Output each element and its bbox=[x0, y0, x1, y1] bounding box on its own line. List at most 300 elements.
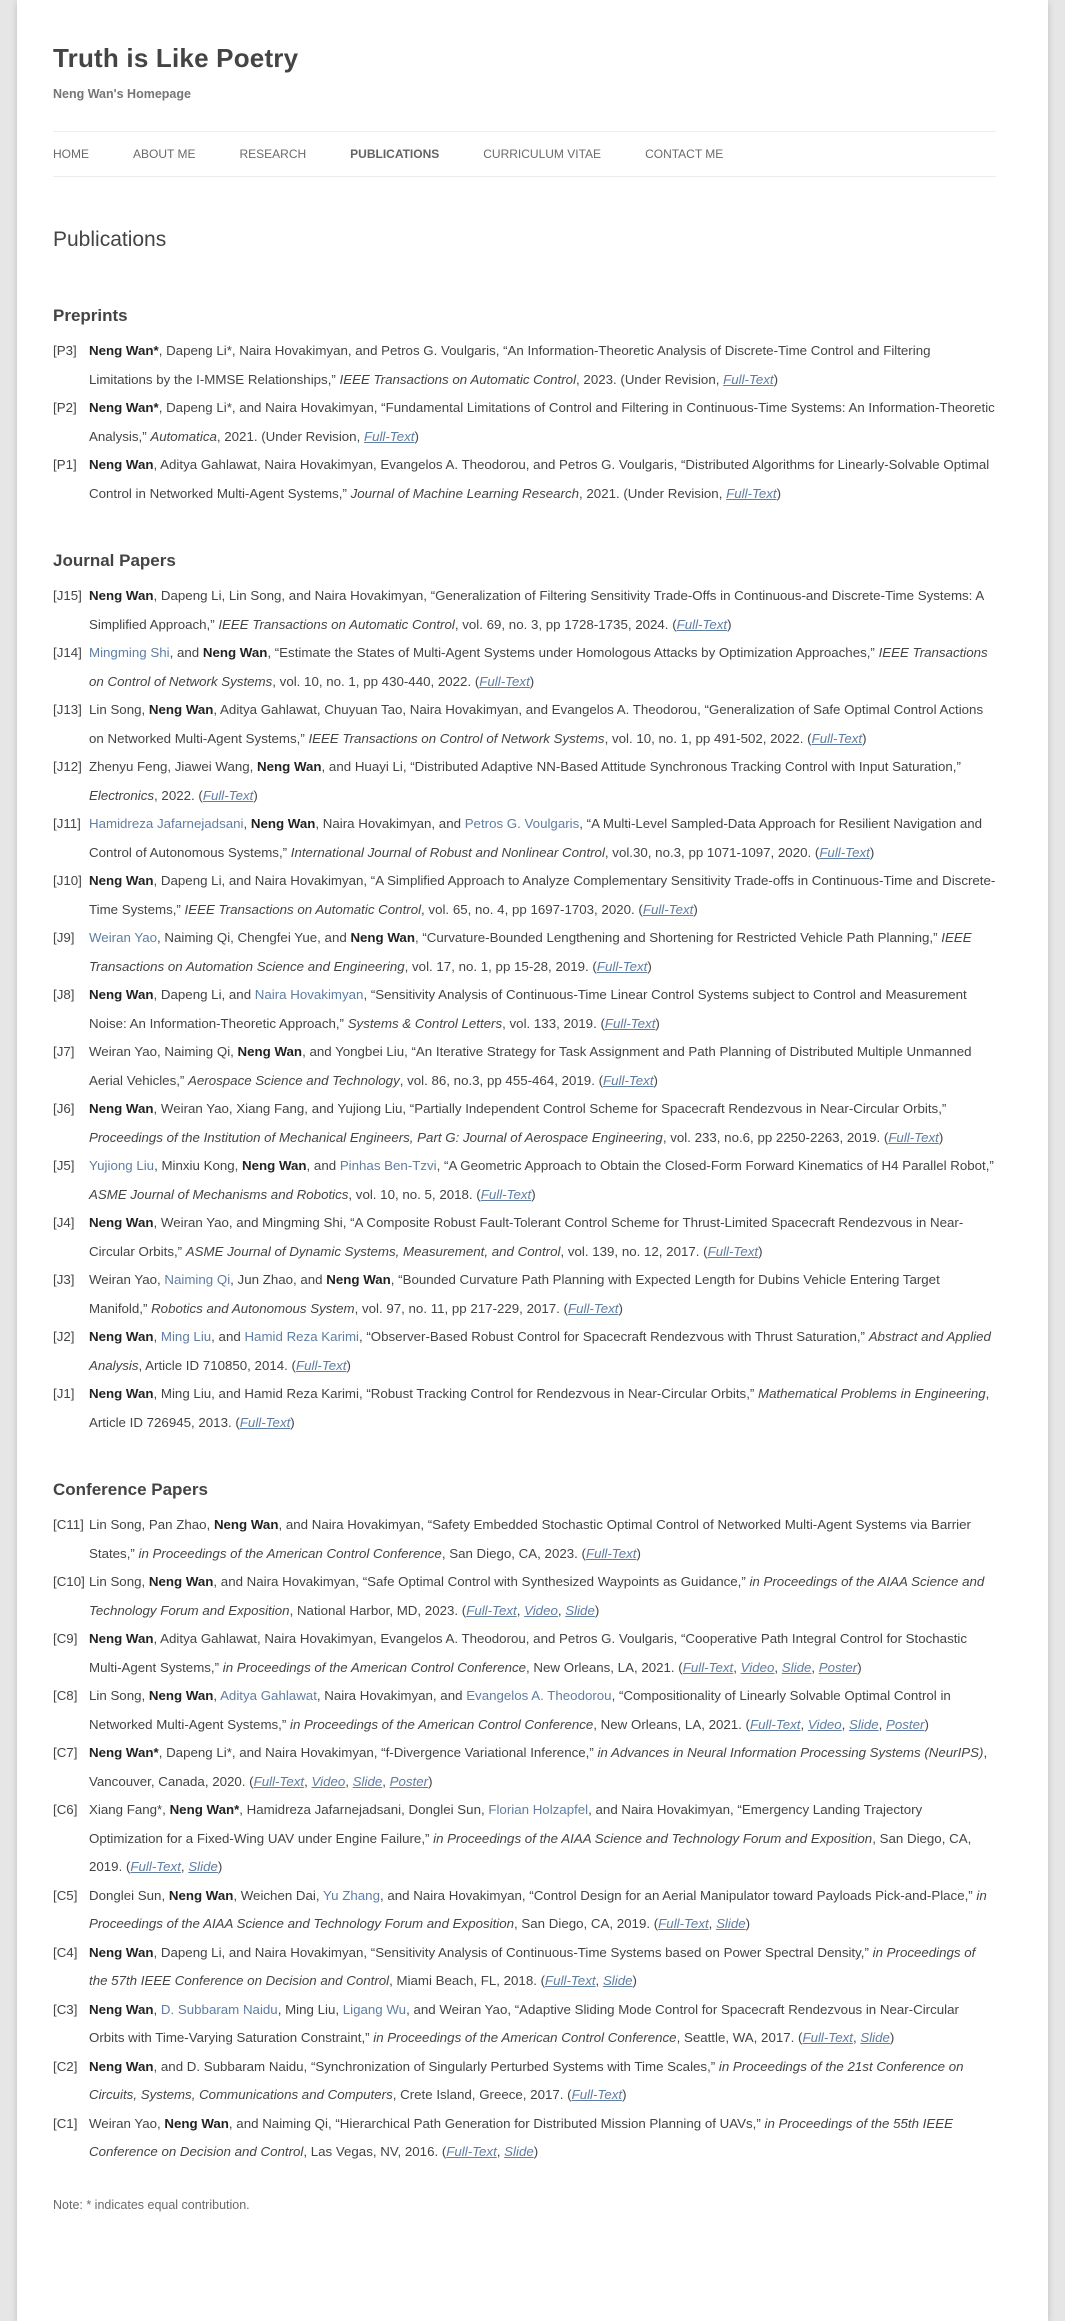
publication-id: [J9] bbox=[53, 930, 75, 945]
citation-text: Zhenyu Feng, Jiawei Wang, bbox=[89, 759, 258, 774]
citation-text: ) bbox=[531, 1186, 536, 1202]
coauthor-link[interactable]: Hamidreza Jafarnejadsani bbox=[89, 816, 244, 831]
citation-text: , “Compositionality of Linearly Solvable Optimal Control in Networked Multi-Agent Systems,” bbox=[89, 1688, 951, 1732]
publication-id: [C2] bbox=[53, 2058, 78, 2074]
journal-papers-section bbox=[53, 549, 996, 1437]
citation-text: ) bbox=[618, 1300, 623, 1316]
publication-id: [J11] bbox=[53, 816, 81, 831]
publication-citation bbox=[89, 394, 996, 451]
coauthor-link[interactable]: Aditya Gahlawat bbox=[220, 1688, 317, 1703]
author-highlight: Neng Wan bbox=[213, 1517, 279, 1532]
publication-id: [J1] bbox=[53, 1386, 75, 1401]
citation-text: Lin Song, bbox=[89, 1688, 149, 1703]
author-highlight: Neng Wan bbox=[89, 1631, 154, 1646]
publication-entry bbox=[53, 867, 996, 924]
citation-text: , Miami Beach, FL, 2018. ( bbox=[389, 1973, 546, 1988]
page-container bbox=[17, 0, 1048, 2321]
resource-link[interactable]: Full-Text bbox=[466, 1602, 517, 1618]
resource-link[interactable]: Video bbox=[807, 1716, 842, 1732]
citation-text: Lin Song, bbox=[89, 1574, 149, 1589]
resource-link[interactable]: Full-Text bbox=[596, 958, 648, 974]
citation-text: , Naiming Qi, Chengfei Yue, and bbox=[157, 930, 351, 945]
citation-text: , Hamidreza Jafarnejadsani, Donglei Sun, bbox=[239, 1802, 489, 1817]
nav-curriculum-vitae[interactable]: CURRICULUM VITAE bbox=[483, 147, 602, 161]
publication-entry bbox=[53, 582, 996, 639]
publication-id: [J14] bbox=[53, 645, 82, 660]
citation-text: ) bbox=[889, 2030, 895, 2045]
resource-link[interactable]: Full-Text bbox=[571, 2087, 623, 2102]
citation-text: , 2021. (Under Revision, bbox=[579, 485, 727, 501]
venue-name: Robotics and Autonomous System bbox=[151, 1300, 355, 1316]
venue-name: IEEE Transactions on Control of Network Systems bbox=[89, 645, 988, 689]
publication-citation bbox=[89, 1682, 996, 1739]
citation-text: , National Harbor, MD, 2023. ( bbox=[289, 1602, 467, 1618]
author-highlight: Neng Wan bbox=[148, 702, 214, 717]
venue-name: in Proceedings of the 21st Conference on Circuits, Systems, Communications and Computers bbox=[89, 2058, 964, 2102]
citation-text: , and Huayi Li, “Distributed Adaptive NN-Based Attitude Synchronous Tracking Control with Input Saturation,” bbox=[321, 759, 961, 774]
publication-citation bbox=[89, 1380, 996, 1437]
citation-text: , vol.30, no.3, pp 1071-1097, 2020. ( bbox=[604, 844, 820, 860]
citation-text: , bbox=[595, 1973, 603, 1988]
citation-text: , Aditya Gahlawat, Naira Hovakimyan, Evangelos A. Theodorou, and Petros G. Voulgaris, “Distributed Algorithms for Linearly-Solvable Optimal Control in Networked Multi-Agent Systems,” bbox=[89, 457, 990, 501]
publication-citation bbox=[89, 1996, 996, 2053]
citation-text: , vol. 10, no. 1, pp 491-502, 2022. ( bbox=[604, 730, 812, 746]
publication-citation bbox=[89, 1209, 996, 1266]
resource-link[interactable]: Full-Text bbox=[658, 1916, 709, 1931]
venue-name: in Proceedings of the 55th IEEE Conference on Decision and Control bbox=[89, 2115, 953, 2159]
citation-text: , San Diego, CA, 2019. ( bbox=[514, 1916, 659, 1931]
citation-text: ) bbox=[924, 1716, 929, 1732]
publication-citation bbox=[89, 2110, 996, 2167]
coauthor-link[interactable]: Mingming Shi bbox=[89, 645, 170, 660]
citation-text: Donglei Sun, bbox=[89, 1887, 169, 1903]
publication-id: [J10] bbox=[53, 873, 82, 888]
publication-id: [C7] bbox=[53, 1745, 78, 1760]
author-highlight: Neng Wan bbox=[89, 457, 154, 472]
venue-name: IEEE Transactions on Automatic Control bbox=[218, 616, 455, 632]
citation-text: , “Curvature-Bounded Lengthening and Shortening for Restricted Vehicle Path Planning,” bbox=[414, 930, 942, 945]
publication-id: [J3] bbox=[53, 1272, 75, 1287]
citation-text: ) bbox=[622, 2087, 627, 2102]
citation-text: , vol. 233, no.6, pp 2250-2263, 2019. ( bbox=[662, 1129, 889, 1145]
publication-citation bbox=[89, 1796, 996, 1882]
author-highlight: Neng Wan* bbox=[89, 343, 159, 358]
publication-id: [C5] bbox=[53, 1887, 78, 1903]
citation-text: ) bbox=[253, 787, 258, 803]
citation-text: , bbox=[243, 816, 251, 831]
coauthor-link[interactable]: Petros G. Voulgaris bbox=[464, 816, 580, 831]
publication-entry bbox=[53, 1511, 996, 1568]
coauthor-link[interactable]: Ligang Wu bbox=[342, 2001, 407, 2017]
citation-text: , bbox=[180, 1859, 189, 1874]
citation-text: , bbox=[852, 2030, 861, 2045]
venue-name: IEEE Transactions on Automatic Control bbox=[184, 901, 422, 917]
resource-link[interactable]: Full-Text bbox=[253, 1773, 305, 1789]
citation-text: , “Estimate the States of Multi-Agent Systems under Homologous Attacks by Optimization Approaches,” bbox=[267, 645, 879, 660]
publication-id: [C1] bbox=[53, 2115, 78, 2131]
coauthor-link[interactable]: Pinhas Ben-Tzvi bbox=[339, 1158, 437, 1173]
citation-text: , Crete Island, Greece, 2017. ( bbox=[392, 2087, 572, 2102]
citation-text: ) bbox=[414, 428, 419, 444]
publication-citation bbox=[89, 1882, 996, 1939]
publication-id: [C8] bbox=[53, 1688, 78, 1703]
publication-entry bbox=[53, 1266, 996, 1323]
resource-link[interactable]: Full-Text bbox=[726, 485, 777, 501]
resource-link[interactable]: Slide bbox=[716, 1916, 746, 1931]
citation-text: ) bbox=[938, 1129, 944, 1145]
venue-name: in Proceedings of the American Control Conference bbox=[290, 1716, 594, 1732]
venue-name: Proceedings of the Institution of Mechanical Engineers, Part G: Journal of Aerospace Engineering bbox=[89, 1129, 663, 1145]
publication-citation bbox=[89, 1152, 996, 1209]
citation-text: ) bbox=[217, 1859, 223, 1874]
venue-name: in Advances in Neural Information Processing Systems (NeurIPS) bbox=[597, 1745, 984, 1760]
resource-link[interactable]: Full-Text bbox=[604, 1015, 656, 1031]
publication-id: [C9] bbox=[53, 1631, 78, 1646]
publication-id: [J8] bbox=[53, 987, 75, 1002]
publication-entry bbox=[53, 1152, 996, 1209]
author-highlight: Neng Wan* bbox=[89, 1745, 159, 1760]
resource-link[interactable]: Full-Text bbox=[682, 1659, 734, 1675]
publication-citation bbox=[89, 924, 996, 981]
author-highlight: Neng Wan bbox=[89, 987, 154, 1002]
citation-text: , “Sensitivity Analysis of Continuous-Time Linear Control Systems subject to Control and Measurement Noise: An Information-Theoretic Approach,” bbox=[89, 987, 967, 1031]
publication-citation bbox=[89, 1625, 996, 1682]
journal-papers-list bbox=[53, 582, 996, 1437]
citation-text: , vol. 139, no. 12, 2017. ( bbox=[560, 1243, 708, 1259]
citation-text: , bbox=[345, 1773, 353, 1789]
publication-id: [P3] bbox=[53, 343, 77, 358]
author-highlight: Neng Wan bbox=[89, 1386, 154, 1401]
venue-name: in Proceedings of the AIAA Science and Technology Forum and Exposition bbox=[433, 1830, 873, 1846]
citation-text: , Dapeng Li, and bbox=[153, 987, 255, 1002]
citation-text: , 2021. (Under Revision, bbox=[216, 428, 364, 444]
venue-name: ASME Journal of Dynamic Systems, Measurement, and Control bbox=[185, 1243, 561, 1259]
publication-entry bbox=[53, 1380, 996, 1437]
coauthor-link[interactable]: D. Subbaram Naidu bbox=[160, 2001, 278, 2017]
coauthor-link[interactable]: Naiming Qi bbox=[164, 1272, 231, 1287]
citation-text: , bbox=[304, 1773, 312, 1789]
resource-link[interactable]: Full-Text bbox=[888, 1129, 939, 1145]
publication-entry bbox=[53, 1882, 996, 1939]
citation-text: , Article ID 726945, 2013. ( bbox=[89, 1386, 990, 1430]
coauthor-link[interactable]: Evangelos A. Theodorou bbox=[466, 1688, 612, 1703]
citation-text: , “A Geometric Approach to Obtain the Closed-Form Forward Kinematics of H4 Parallel Robot,” bbox=[436, 1158, 994, 1173]
citation-text: , Weiran Yao, and Mingming Shi, “A Composite Robust Fault-Tolerant Control Scheme for Thrust-Limited Spacecraft Rendezvous in Near-Circular Orbits,” bbox=[89, 1215, 964, 1259]
citation-text: , bbox=[496, 2144, 505, 2159]
citation-text: , bbox=[878, 1716, 887, 1732]
citation-text: ) bbox=[857, 1659, 862, 1675]
citation-text: , vol. 65, no. 4, pp 1697-1703, 2020. ( bbox=[421, 901, 643, 917]
publication-entry bbox=[53, 639, 996, 696]
citation-text: ) bbox=[346, 1357, 351, 1373]
citation-text: , Dapeng Li*, and Naira Hovakimyan, “Fundamental Limitations of Control and Filtering in Continuous-Time Systems: An Information-Theoretic Analysis,” bbox=[89, 400, 995, 444]
publication-id: [P1] bbox=[53, 457, 77, 472]
nav-publications[interactable]: PUBLICATIONS bbox=[350, 147, 440, 161]
resource-link[interactable]: Full-Text bbox=[239, 1414, 291, 1430]
venue-name: IEEE Transactions on Control of Network Systems bbox=[308, 730, 605, 746]
publication-citation bbox=[89, 696, 996, 753]
author-highlight: Neng Wan* bbox=[169, 1802, 240, 1817]
venue-name: in Proceedings of the AIAA Science and Technology Forum and Exposition bbox=[89, 1574, 985, 1618]
author-highlight: Neng Wan bbox=[89, 2001, 154, 2017]
publication-citation bbox=[89, 1095, 996, 1152]
citation-text: , Aditya Gahlawat, Naira Hovakimyan, Evangelos A. Theodorou, and Petros G. Voulgaris, “Cooperative Path Integral Control for Stochastic Multi-Agent Systems,” bbox=[89, 1631, 968, 1675]
citation-text: ) bbox=[647, 958, 652, 974]
coauthor-link[interactable]: Yujiong Liu bbox=[89, 1158, 155, 1173]
author-highlight: Neng Wan bbox=[89, 1944, 154, 1960]
resource-link[interactable]: Full-Text bbox=[295, 1357, 347, 1373]
author-highlight: Neng Wan* bbox=[89, 400, 159, 415]
resource-link[interactable]: Slide bbox=[565, 1602, 595, 1618]
citation-text: , Dapeng Li*, Naira Hovakimyan, and Petros G. Voulgaris, “An Information-Theoretic Analysis of Discrete-Time Control and Filtering Limitations by the I-MMSE Relationships,” bbox=[89, 343, 931, 387]
resource-link[interactable]: Poster bbox=[886, 1716, 925, 1732]
citation-text: , and bbox=[211, 1329, 245, 1344]
resource-link[interactable]: Full-Text bbox=[749, 1716, 801, 1732]
publication-entry bbox=[53, 1568, 996, 1625]
resource-link[interactable]: Video bbox=[524, 1602, 558, 1618]
citation-text: , bbox=[213, 1688, 221, 1703]
resource-link[interactable]: Slide bbox=[352, 1773, 383, 1789]
resource-link[interactable]: Video bbox=[740, 1659, 775, 1675]
resource-link[interactable]: Full-Text bbox=[479, 673, 530, 689]
citation-text: ) bbox=[533, 2144, 539, 2159]
publication-entry bbox=[53, 753, 996, 810]
publication-entry bbox=[53, 1625, 996, 1682]
nav-home[interactable]: HOME bbox=[53, 147, 89, 161]
publication-id: [J5] bbox=[53, 1158, 75, 1173]
venue-name: in Proceedings of the American Control Conference bbox=[373, 2030, 677, 2045]
citation-text: , and D. Subbaram Naidu, “Synchronization of Singularly Perturbed Systems with Time Scales,” bbox=[153, 2058, 719, 2074]
site-description: Neng Wan's Homepage bbox=[53, 87, 191, 101]
publication-id: [J12] bbox=[53, 759, 82, 774]
preprints-section bbox=[53, 304, 996, 508]
publication-entry bbox=[53, 1323, 996, 1380]
resource-link[interactable]: Full-Text bbox=[585, 1545, 637, 1561]
resource-link[interactable]: Video bbox=[311, 1773, 346, 1789]
author-highlight: Neng Wan bbox=[164, 2115, 229, 2131]
citation-text: ) bbox=[655, 1015, 660, 1031]
citation-text: , Naira Hovakimyan, and bbox=[316, 1688, 467, 1703]
main-navigation bbox=[53, 131, 996, 177]
resource-link[interactable]: Full-Text bbox=[363, 428, 415, 444]
citation-text: , Dapeng Li, and Naira Hovakimyan, “Sensitivity Analysis of Continuous-Time Systems based on Power Spectral Density,” bbox=[153, 1944, 873, 1960]
publication-citation bbox=[89, 867, 996, 924]
publication-id: [J13] bbox=[53, 702, 82, 717]
publication-entry bbox=[53, 394, 996, 451]
publication-citation bbox=[89, 1739, 996, 1796]
page-title: Publications bbox=[53, 228, 167, 251]
coauthor-link[interactable]: Ming Liu bbox=[160, 1329, 212, 1344]
main-content bbox=[53, 225, 996, 2215]
citation-text: , and Naiming Qi, “Hierarchical Path Generation for Distributed Mission Planning of UAVs,” bbox=[228, 2115, 765, 2131]
citation-text: , “Observer-Based Robust Control for Spacecraft Rendezvous with Thrust Saturation,” bbox=[358, 1329, 869, 1344]
resource-link[interactable]: Full-Text bbox=[446, 2144, 497, 2159]
publication-entry bbox=[53, 1996, 996, 2053]
citation-text: , San Diego, CA, 2023. ( bbox=[441, 1545, 586, 1561]
resource-link[interactable]: Full-Text bbox=[202, 787, 254, 803]
publication-entry bbox=[53, 1209, 996, 1266]
publication-citation bbox=[89, 1323, 996, 1380]
citation-text: , Seattle, WA, 2017. ( bbox=[676, 2030, 803, 2045]
conference-papers-list bbox=[53, 1511, 996, 2167]
publication-id: [J15] bbox=[53, 588, 82, 603]
citation-text: , bbox=[811, 1659, 819, 1675]
resource-link[interactable]: Full-Text bbox=[545, 1973, 596, 1988]
publication-citation bbox=[89, 810, 996, 867]
author-highlight: Neng Wan bbox=[89, 588, 154, 603]
resource-link[interactable]: Slide bbox=[860, 2030, 890, 2045]
citation-text: ) bbox=[727, 616, 732, 632]
resource-link[interactable]: Full-Text bbox=[567, 1300, 619, 1316]
citation-text: , and Naira Hovakimyan, “Safety Embedded Stochastic Optimal Control of Networked Multi-Agent Systems via Barrier States,” bbox=[89, 1517, 971, 1561]
citation-text: , Article ID 710850, 2014. ( bbox=[138, 1357, 296, 1373]
resource-link[interactable]: Full-Text bbox=[819, 844, 870, 860]
citation-text: ) bbox=[636, 1545, 641, 1561]
citation-text: ) bbox=[869, 844, 875, 860]
citation-text: , and bbox=[169, 645, 203, 660]
citation-text: , vol. 10, no. 5, 2018. ( bbox=[348, 1186, 481, 1202]
publication-citation bbox=[89, 1266, 996, 1323]
publication-citation bbox=[89, 337, 996, 394]
site-title[interactable]: Truth is Like Poetry bbox=[53, 43, 299, 73]
citation-text: Lin Song, Pan Zhao, bbox=[89, 1517, 214, 1532]
publication-citation bbox=[89, 753, 996, 810]
resource-link[interactable]: Full-Text bbox=[603, 1072, 654, 1088]
author-highlight: Neng Wan bbox=[89, 1329, 154, 1344]
resource-link[interactable]: Full-Text bbox=[802, 2030, 853, 2045]
resource-link[interactable]: Full-Text bbox=[676, 616, 728, 632]
resource-link[interactable]: Slide bbox=[504, 2144, 534, 2159]
resource-link[interactable]: Full-Text bbox=[811, 730, 863, 746]
citation-text: , 2023. (Under Revision, bbox=[576, 371, 724, 387]
citation-text: ) bbox=[594, 1602, 600, 1618]
citation-text: ) bbox=[653, 1072, 658, 1088]
citation-text: , and Weiran Yao, “Adaptive Sliding Mode Control for Spacecraft Rendezvous in Near-Circular Orbits with Time-Varying Saturation Constraint,” bbox=[89, 2001, 959, 2045]
author-highlight: Neng Wan bbox=[89, 2058, 154, 2074]
author-highlight: Neng Wan bbox=[202, 645, 268, 660]
site-header bbox=[53, 0, 996, 177]
resource-link[interactable]: Full-Text bbox=[480, 1186, 532, 1202]
resource-link[interactable]: Full-Text bbox=[642, 901, 694, 917]
citation-text: , vol. 69, no. 3, pp 1728-1735, 2024. ( bbox=[454, 616, 677, 632]
venue-name: Abstract and Applied Analysis bbox=[89, 1329, 991, 1373]
publication-citation bbox=[89, 981, 996, 1038]
citation-text: ) bbox=[745, 1916, 751, 1931]
resource-link[interactable]: Slide bbox=[849, 1716, 879, 1732]
resource-link[interactable]: Poster bbox=[389, 1773, 429, 1789]
citation-text: , “A Multi-Level Sampled-Data Approach for Resilient Navigation and Control of Autonomous Systems,” bbox=[89, 816, 983, 860]
author-highlight: Neng Wan bbox=[250, 816, 316, 831]
resource-link[interactable]: Full-Text bbox=[723, 371, 774, 387]
author-highlight: Neng Wan bbox=[89, 873, 154, 888]
venue-name: in Proceedings of the American Control Conference bbox=[138, 1545, 442, 1561]
resource-link[interactable]: Slide bbox=[188, 1859, 218, 1874]
citation-text: , bbox=[516, 1602, 525, 1618]
citation-text: , and Naira Hovakimyan, “Control Design for an Aerial Manipulator toward Payloads Pick-and-Place,” bbox=[379, 1887, 977, 1903]
venue-name: Mathematical Problems in Engineering bbox=[758, 1386, 986, 1401]
coauthor-link[interactable]: Naira Hovakimyan bbox=[254, 987, 364, 1002]
publication-citation bbox=[89, 639, 996, 696]
venue-name: ASME Journal of Mechanisms and Robotics bbox=[89, 1186, 349, 1202]
publication-entry bbox=[53, 1939, 996, 1996]
citation-text: ) bbox=[862, 730, 867, 746]
publication-entry bbox=[53, 696, 996, 753]
author-highlight: Neng Wan bbox=[148, 1688, 214, 1703]
citation-text: , Weiran Yao, Xiang Fang, and Yujiong Liu, “Partially Independent Control Scheme for Spacecraft Rendezvous in Near-Circular Orbits,” bbox=[153, 1101, 947, 1116]
citation-text: , vol. 97, no. 11, pp 217-229, 2017. ( bbox=[354, 1300, 568, 1316]
publication-citation bbox=[89, 1511, 996, 1568]
citation-text: , and Naira Hovakimyan, “Safe Optimal Control with Synthesized Waypoints as Guidance,” bbox=[213, 1574, 750, 1589]
citation-text: ) bbox=[693, 901, 698, 917]
publication-id: [J2] bbox=[53, 1329, 75, 1344]
citation-text: , Minxiu Kong, bbox=[154, 1158, 243, 1173]
coauthor-link[interactable]: Yu Zhang bbox=[323, 1887, 380, 1903]
citation-text: Xiang Fang*, bbox=[89, 1802, 170, 1817]
venue-name: Automatica bbox=[150, 428, 217, 444]
citation-text: , bbox=[153, 1329, 161, 1344]
citation-text: , bbox=[774, 1659, 782, 1675]
venue-name: Journal of Machine Learning Research bbox=[350, 485, 580, 501]
citation-text: , and Yongbei Liu, “An Iterative Strategy for Task Assignment and Path Planning of Distributed Multiple Unmanned Aerial Vehicles,” bbox=[89, 1044, 972, 1088]
publication-entry bbox=[53, 1095, 996, 1152]
citation-text: , bbox=[800, 1716, 808, 1732]
author-highlight: Neng Wan bbox=[237, 1044, 303, 1059]
publication-entry bbox=[53, 1682, 996, 1739]
publication-id: [P2] bbox=[53, 400, 77, 415]
resource-link[interactable]: Full-Text bbox=[707, 1243, 759, 1259]
venue-name: IEEE Transactions on Automatic Control bbox=[339, 371, 577, 387]
equal-contribution-note: Note: * indicates equal contribution. bbox=[53, 2197, 250, 2212]
venue-name: International Journal of Robust and Nonlinear Control bbox=[290, 844, 605, 860]
citation-text: Weiran Yao, bbox=[89, 2115, 165, 2131]
publication-id: [J4] bbox=[53, 1215, 75, 1230]
venue-name: in Proceedings of the American Control Conference bbox=[222, 1659, 527, 1675]
publication-entry bbox=[53, 1796, 996, 1882]
publication-entry bbox=[53, 810, 996, 867]
coauthor-link[interactable]: Hamid Reza Karimi bbox=[244, 1329, 359, 1344]
nav-research[interactable]: RESEARCH bbox=[239, 147, 307, 161]
citation-text: , vol. 86, no.3, pp 455-464, 2019. ( bbox=[399, 1072, 604, 1088]
coauthor-link[interactable]: Weiran Yao bbox=[89, 930, 158, 945]
citation-text: , vol. 17, no. 1, pp 15-28, 2019. ( bbox=[404, 958, 597, 974]
citation-text: Weiran Yao, Naiming Qi, bbox=[89, 1044, 238, 1059]
publication-id: [J6] bbox=[53, 1101, 75, 1116]
resource-link[interactable]: Slide bbox=[602, 1973, 633, 1988]
section-title-preprints: Preprints bbox=[53, 306, 128, 325]
citation-text: , Ming Liu, bbox=[277, 2001, 343, 2017]
coauthor-link[interactable]: Florian Holzapfel bbox=[488, 1802, 589, 1817]
author-highlight: Neng Wan bbox=[242, 1158, 307, 1173]
author-highlight: Neng Wan bbox=[326, 1272, 391, 1287]
resource-link[interactable]: Full-Text bbox=[130, 1859, 181, 1874]
resource-link[interactable]: Slide bbox=[781, 1659, 812, 1675]
citation-text: ) bbox=[776, 485, 782, 501]
citation-text: , Aditya Gahlawat, Chuyuan Tao, Naira Hovakimyan, and Evangelos A. Theodorou, “Generalization of Safe Optimal Control Actions on Networked Multi-Agent Systems,” bbox=[89, 702, 984, 746]
citation-text: , Dapeng Li, and Naira Hovakimyan, “A Simplified Approach to Analyze Complementary Sensitivity Trade-offs in Continuous-Time and Discrete-Time Systems,” bbox=[89, 873, 996, 917]
citation-text: ) bbox=[758, 1243, 763, 1259]
citation-text: , bbox=[708, 1916, 717, 1931]
nav-contact-me[interactable]: CONTACT ME bbox=[645, 147, 724, 161]
publication-citation bbox=[89, 1568, 996, 1625]
venue-name: in Proceedings of the AIAA Science and Technology Forum and Exposition bbox=[89, 1887, 987, 1931]
citation-text: , vol. 133, 2019. ( bbox=[502, 1015, 605, 1031]
nav-about-me[interactable]: ABOUT ME bbox=[133, 147, 196, 161]
publication-id: [C4] bbox=[53, 1944, 78, 1960]
author-highlight: Neng Wan bbox=[350, 930, 415, 945]
resource-link[interactable]: Poster bbox=[818, 1659, 858, 1675]
citation-text: , Dapeng Li, Lin Song, and Naira Hovakimyan, “Generalization of Filtering Sensitivity Trade-Offs in Continuous-and Discrete-Time Systems: A Simplified Approach,” bbox=[89, 588, 984, 632]
venue-name: Systems & Control Letters bbox=[347, 1015, 503, 1031]
